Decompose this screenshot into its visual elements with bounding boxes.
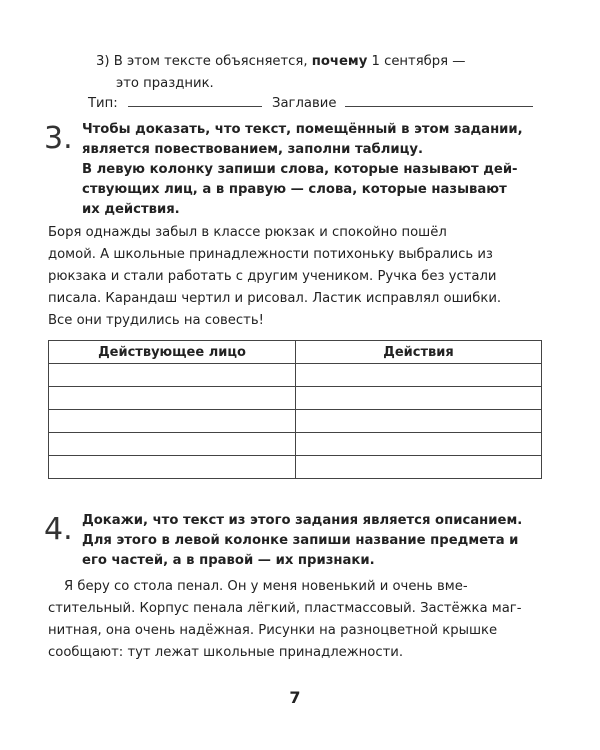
item3-text-bold: почему — [311, 54, 368, 69]
type-answer-line[interactable] — [128, 106, 262, 107]
task3-text-line: Боря однажды забыл в классе рюкзак и спокойно пошёл — [48, 225, 447, 240]
table-cell-action[interactable] — [296, 456, 542, 479]
table-header-row — [49, 341, 542, 364]
table-cell-character[interactable] — [49, 433, 296, 456]
task3-text-line: рюкзака и стали работать с другим учеником. Ручка без устали — [48, 269, 497, 284]
title-answer-line[interactable] — [345, 106, 533, 107]
task4-prompt — [82, 511, 542, 571]
item3-number: 3) — [96, 54, 110, 69]
task3-prompt-line: их действия. — [82, 202, 180, 217]
task3-prompt-line: В левую колонку запиши слова, которые называют дей- — [82, 162, 518, 177]
task4-prompt-line: Для этого в левой колонке запиши название предмета и — [82, 533, 519, 548]
table-row — [49, 433, 542, 456]
item3-text-post: 1 сентября — — [367, 54, 466, 69]
table-row — [49, 410, 542, 433]
item3-line1 — [96, 51, 540, 73]
task4-text-line: нитная, она очень надёжная. Рисунки на разноцветной крышке — [48, 623, 498, 638]
table-cell-character[interactable] — [49, 410, 296, 433]
task4-text — [48, 576, 542, 664]
task3-answer-table — [48, 340, 542, 479]
task3-text — [48, 222, 542, 332]
task4-number: 4. — [44, 512, 73, 547]
task4-text-line: Я беру со стола пенал. Он у меня новенький и очень вме- — [64, 579, 468, 594]
type-label: Тип: — [88, 96, 118, 111]
task3-text-line: домой. А школьные принадлежности потихоньку выбрались из — [48, 247, 493, 262]
task4-prompt-line: Докажи, что текст из этого задания является описанием. — [82, 513, 523, 528]
task4-text-line: стительный. Корпус пенала лёгкий, пластмассовый. Застёжка маг- — [48, 601, 522, 616]
task3-number: 3. — [44, 121, 73, 156]
table-row — [49, 456, 542, 479]
table-row — [49, 364, 542, 387]
table-cell-action[interactable] — [296, 387, 542, 410]
task3-prompt-line: Чтобы доказать, что текст, помещённый в этом задании, — [82, 122, 523, 137]
task3-text-line: Все они трудились на совесть! — [48, 313, 264, 328]
table-header-actions: Действия — [296, 341, 542, 364]
title-label: Заглавие — [272, 96, 337, 111]
task3-prompt-line: является повествованием, заполни таблицу. — [82, 142, 424, 157]
task4-text-line: сообщают: тут лежат школьные принадлежности. — [48, 645, 404, 660]
table-cell-character[interactable] — [49, 364, 296, 387]
table-cell-character[interactable] — [49, 456, 296, 479]
table-cell-action[interactable] — [296, 364, 542, 387]
table-cell-character[interactable] — [49, 387, 296, 410]
table-cell-action[interactable] — [296, 433, 542, 456]
table-header-characters: Действующее лицо — [49, 341, 296, 364]
table-cell-action[interactable] — [296, 410, 542, 433]
page-number: 7 — [289, 688, 301, 707]
item3-text-pre: В этом тексте объясняется, — [113, 54, 312, 69]
task3-prompt-line: ствующих лиц, а в правую — слова, которые называют — [82, 182, 507, 197]
table-row — [49, 387, 542, 410]
task4-prompt-line: его частей, а в правой — их признаки. — [82, 553, 375, 568]
item3-line2: это праздник. — [116, 76, 214, 91]
task3-prompt — [82, 120, 542, 220]
task3-text-line: писала. Карандаш чертил и рисовал. Ластик исправлял ошибки. — [48, 291, 502, 306]
